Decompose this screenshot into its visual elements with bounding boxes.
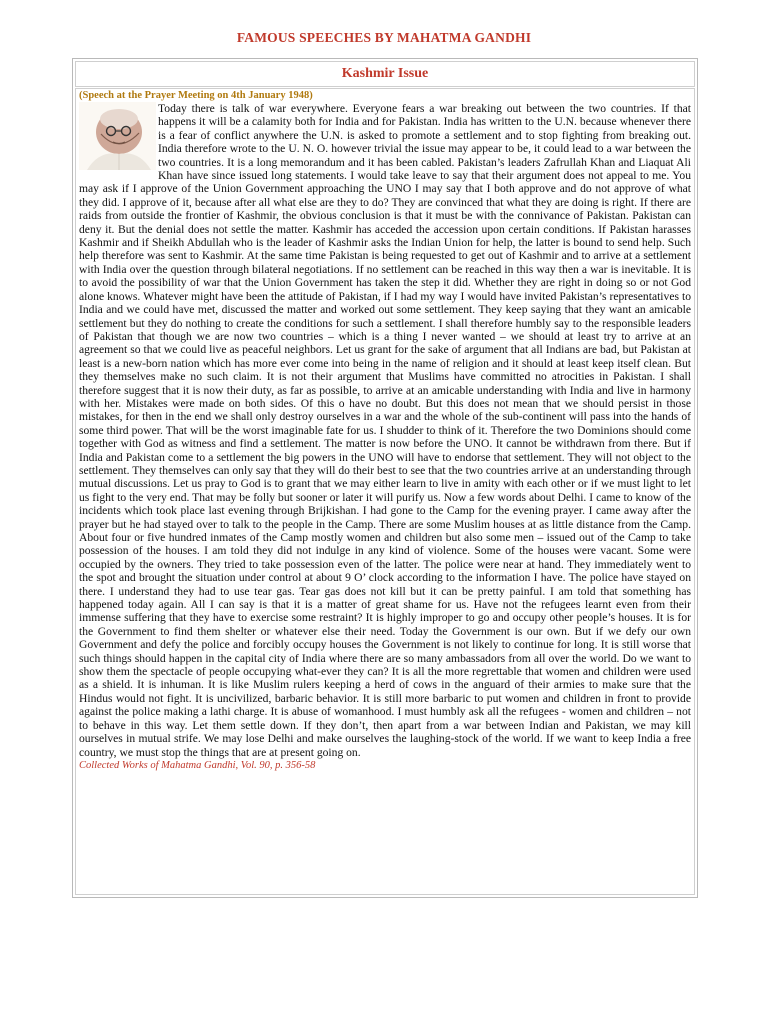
article-frame xyxy=(72,58,698,898)
gandhi-portrait-icon xyxy=(79,102,156,170)
citation-source: Collected Works of Mahatma Gandhi, Vol. 90, p. 356-58 xyxy=(79,759,316,771)
article-title: Kashmir Issue xyxy=(75,61,695,87)
article-subtitle: (Speech at the Prayer Meeting on 4th January 1948) xyxy=(79,90,313,101)
speech-text: Today there is talk of war everywhere. Everyone fears a war breaking out between the two countries. If that happens it will be a calamity both for India and for Pakistan. India has written to the U.N. because whenever there is a fear of conflict anywhere the U.N. is asked to promote a settlement and to stop fighting from breaking out. India therefore wrote to the U. N. O. however trivial the issue may appear to be, it could lead to a war between the two countries. It is a long memorandum and it has been cabled. Pakistan’s leaders Zafrullah Khan and Liaquat Ali Khan have since issued long statements. I would take leave to say that their argument does not appeal to me. You may ask if I approve of the Union Government approaching the UNO I may say that I both approve and do not approve of what they did. I approve of it, because after all what else are they to do? They are convinced that what they are doing is right. If there are raids from outside the frontier of Kashmir, the obvious conclusion is that it must be with the connivance of Pakistan. Pakistan can deny it. But the denial does not settle the matter. Kashmir has acceded the accession upon certain conditions. If Pakistan harasses Kashmir and if Sheikh Abdullah who is the leader of Kashmir asks the Indian Union for help, the latter is bound to send help. Such help therefore was sent to Kashmir. At the same time Pakistan is being requested to get out of Kashmir and to arrive at a settlement with India over the question through bilateral negotiations. If no settlement can be reached in this way then a war is inevitable. It is to avoid the possibility of war that the Union Government has taken the step it did. Whether they are right in doing so or not God alone knows. Whatever might have been the attitude of Pakistan, if I had my way I would have invited Pakistan’s representatives to India and we could have met, discussed the matter and worked out some settlement. They keep saying that they want an amicable settlement but they do nothing to create the conditions for such a settlement. I shall therefore humbly say to the responsible leaders of Pakistan that though we are now two countries – which is a thing I never wanted – we should at least try to arrive at an agreement so that we could live as peaceful neighbors. Let us grant for the sake of argument that all Indians are bad, but Pakistan at least is a new-born nation which has more ever come into being in the name of religion and it should at least keep itself clean. But they themselves make no such claim. It is not their argument that Muslims have committed no atrocities in Pakistan. I shall therefore suggest that it is now their duty, as far as possible, to arrive at an amicable understanding with India and live in harmony with her. Mistakes were made on both sides. Of this o have no doubt. But this does not mean that we should persist in those mistakes, for then in the end we shall only destroy ourselves in a war and the whole of the sub-continent will pass into the hands of some third power. That will be the worst imaginable fate for us. I shudder to think of it. Therefore the two Dominions should come together with God as witness and find a settlement. The matter is now before the UNO. It cannot be withdrawn from there. But if India and Pakistan come to a settlement the big powers in the UNO will have to endorse that settlement. They will not object to the settlement. They themselves can only say that they will do their best to see that the two countries arrive at an understanding through mutual discussions. Let us pray to God is to grant that we may either learn to live in amity with each other or if we must light to let us fight to the very end. That may be folly but sooner or later it will purify us. Now a few words about Delhi. I came to know of the incidents which took place last evening through Brijkishan. I had gone to the Camp for the evening prayer. I came away after the prayer but he had stayed over to talk to the people in the Camp. There are some Muslim houses at as little distance from the Camp. About four or five hundred inmates of the Camp mostly women and children but also some men – issued out of the Camp to take possession of the houses. I am told they did not indulge in any kind of violence. Some of the houses were vacant. Some were occupied by the owners. They tried to take possession even of the latter. The police were near at hand. They immediately went to the spot and brought the situation under control at about 9 O’ clock according to the information I have. The police have stayed on there. I understand they had to use tear gas. Tear gas does not kill but it can be pretty painful. I am told that something has happened today again. All I can say is that it is a matter of great shame for us. Have not the refugees learnt even from their immense suffering that they have to exercise some restraint? It is highly improper to go and occupy other people’s houses. It is for the Government to find them shelter or whatever else their need. Today the Government is our own. But if we defy our own Government and defy the police and forcibly occupy houses the Government is not likely to continue for long. It is still worse that such things should happen in the capital city of India where there are so many ambassadors from all over the world. Do we want to show them the spectacle of people occupying what-ever they can? It is all the more regrettable that women and children were used as a shield. It is inhuman. It is like Muslim rulers keeping a herd of cows in the anguard of their armies to make sure that the Hindus would not fight. It is uncivilized, barbaric behavior. It is still more barbaric to put women and children in front to provide against the police making a lathi charge. It is abuse of womanhood. I must humbly ask all the refugees - women and children – not to behave in this way. Let them settle down. If they don’t, then apart from a war between Indian and Pakistan, we may kill ourselves in mutual strife. We may lose Delhi and make ourselves the laughing-stock of the world. If we want to keep India a free country, we must stop the things that are at present going on. xyxy=(79,102,691,759)
article-body-cell xyxy=(75,88,695,895)
page-header-title: FAMOUS SPEECHES BY MAHATMA GANDHI xyxy=(236,30,532,45)
